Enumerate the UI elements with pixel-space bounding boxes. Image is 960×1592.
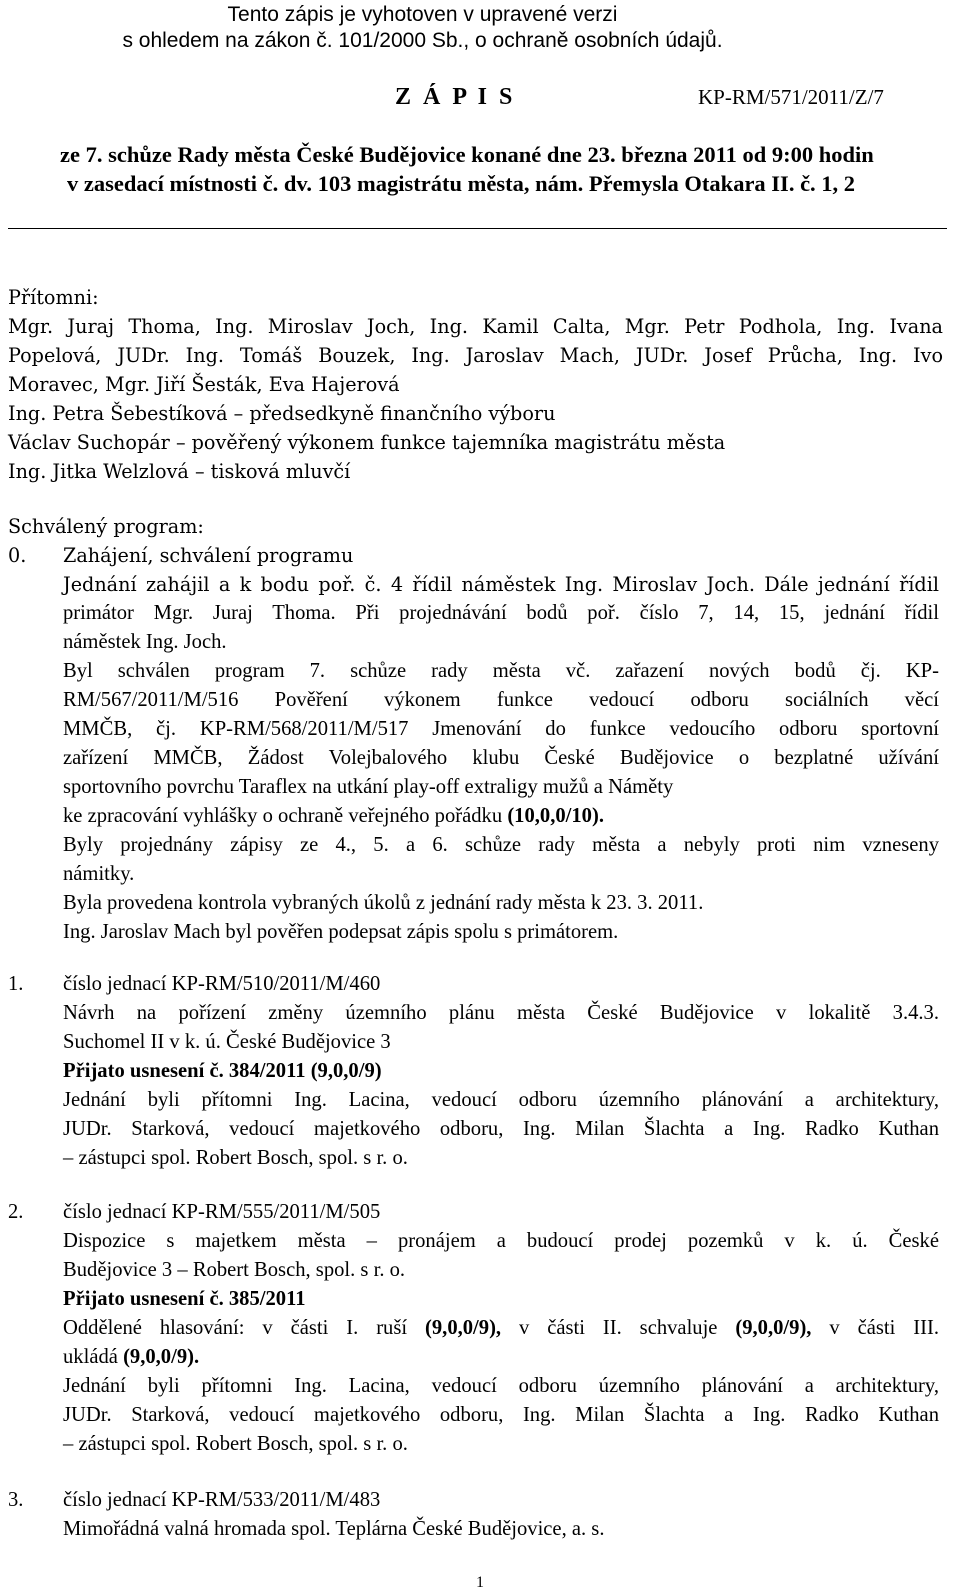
item-line: Jednání zahájil a k bodu poř. č. 4 řídil náměstek Ing. Miroslav Joch. Dále jednání řídil [63,573,939,596]
notice-line: s ohledem na zákon č. 101/2000 Sb., o ochraně osobních údajů. [122,29,723,52]
vote-result: (10,0,0/10). [507,805,604,827]
item-line-text: ke zpracování vyhlášky o ochraně veřejného pořádku [63,805,503,827]
item-line: Byly projednány zápisy ze 4., 5. a 6. schůze rady města a nebyly proti nim vzneseny [63,834,939,856]
meeting-heading [60,140,874,198]
present-line: Ing. Petra Šebestíková – předsedkyně finančního výboru [8,402,556,425]
vote-line [63,1343,939,1372]
resolution: Přijato usnesení č. 384/2011 (9,0,0/9) [63,1060,382,1082]
document-number: KP-RM/571/2011/Z/7 [698,85,884,109]
vote-text: v části III. [829,1317,939,1339]
item-line: MMČB, čj. KP-RM/568/2011/M/517 Jmenování do funkce vedoucího odboru sportovní [63,718,939,740]
vote-result: (9,0,0/9), [425,1317,502,1339]
item-number: 1. [8,973,24,995]
horizontal-divider [8,228,947,229]
present-line: – zástupci spol. Robert Bosch, spol. s r. o. [63,1433,408,1455]
item-number: 0. [8,544,27,567]
item-reference: číslo jednací KP-RM/533/2011/M/483 [63,1489,381,1511]
vote-line [63,1314,939,1343]
present-label: Přítomni: [8,286,99,309]
item-line: Mimořádná valná hromada spol. Teplárna České Budějovice, a. s. [63,1518,605,1540]
page-number: 1 [476,1574,484,1591]
item-number: 3. [8,1489,24,1511]
item-line: Suchomel II v k. ú. České Budějovice 3 [63,1031,391,1053]
item-line: Byla provedena kontrola vybraných úkolů z jednání rady města k 23. 3. 2011. [63,892,704,914]
document-title: Z Á P I S [395,84,516,110]
item-line: Ing. Jaroslav Mach byl pověřen podepsat zápis spolu s primátorem. [63,921,619,943]
present-line: Mgr. Juraj Thoma, Ing. Miroslav Joch, Ing. Kamil Calta, Mgr. Petr Podhola, Ing. Ivana [8,315,943,338]
anonymization-notice [0,2,845,54]
item-line: náměstek Ing. Joch. [63,631,227,653]
resolution: Přijato usnesení č. 385/2011 [63,1288,306,1310]
item-line: zařízení MMČB, Žádost Volejbalového klubu České Budějovice o bezplatné užívání [63,747,939,769]
present-line: Moravec, Mgr. Jiří Šesták, Eva Hajerová [8,373,400,396]
program-label: Schválený program: [8,515,204,538]
item-title: Zahájení, schválení programu [63,544,354,567]
item-line: Byl schválen program 7. schůze rady města vč. zařazení nových bodů čj. KP- [63,660,939,682]
item-line: RM/567/2011/M/516 Pověření výkonem funkce vedoucí odboru sociálních věcí [63,689,939,711]
present-section [8,283,943,486]
item-line: Budějovice 3 – Robert Bosch, spol. s r. o. [63,1259,406,1281]
present-line: Jednání byli přítomni Ing. Lacina, vedoucí odboru územního plánování a architektury, [63,1375,939,1397]
item-number: 2. [8,1201,24,1223]
vote-text: v části II. schvaluje [519,1317,718,1339]
item-line: Návrh na pořízení změny územního plánu města České Budějovice v lokalitě 3.4.3. [63,1002,939,1024]
vote-text: Oddělené hlasování: v části I. ruší [63,1317,408,1339]
notice-line: Tento zápis je vyhotoven v upravené verzi [227,3,618,26]
vote-text: ukládá [63,1346,118,1368]
item-line: primátor Mgr. Juraj Thoma. Při projednávání bodů poř. číslo 7, 14, 15, jednání řídil [63,602,939,624]
item-line: Dispozice s majetkem města – pronájem a budoucí prodej pozemků v k. ú. České [63,1230,939,1252]
present-line: Václav Suchopár – pověřený výkonem funkce tajemníka magistrátu města [8,431,726,454]
present-line: Ing. Jitka Welzlová – tisková mluvčí [8,460,351,483]
present-line: – zástupci spol. Robert Bosch, spol. s r. o. [63,1147,408,1169]
present-line: JUDr. Starková, vedoucí majetkového odboru, Ing. Milan Šlachta a Ing. Radko Kuthan [63,1404,939,1426]
item-reference: číslo jednací KP-RM/510/2011/M/460 [63,973,381,995]
heading-line: ze 7. schůze Rady města České Budějovice konané dne 23. března 2011 od 9:00 hodin [60,142,874,167]
item-reference: číslo jednací KP-RM/555/2011/M/505 [63,1201,381,1223]
item-line: námitky. [63,863,135,885]
present-line: Popelová, JUDr. Ing. Tomáš Bouzek, Ing. Jaroslav Mach, JUDr. Josef Průcha, Ing. Ivo [8,344,943,367]
item-line: sportovního povrchu Taraflex na utkání play-off extraligy mužů a Náměty [63,776,674,798]
heading-line: v zasedací místnosti č. dv. 103 magistrátu města, nám. Přemysla Otakara II. č. 1, 2 [67,171,856,196]
present-line: Jednání byli přítomni Ing. Lacina, vedoucí odboru územního plánování a architektury, [63,1089,939,1111]
vote-result: (9,0,0/9). [123,1346,200,1368]
vote-result: (9,0,0/9), [735,1317,812,1339]
item-line [63,802,939,831]
present-line: JUDr. Starková, vedoucí majetkového odboru, Ing. Milan Šlachta a Ing. Radko Kuthan [63,1118,939,1140]
